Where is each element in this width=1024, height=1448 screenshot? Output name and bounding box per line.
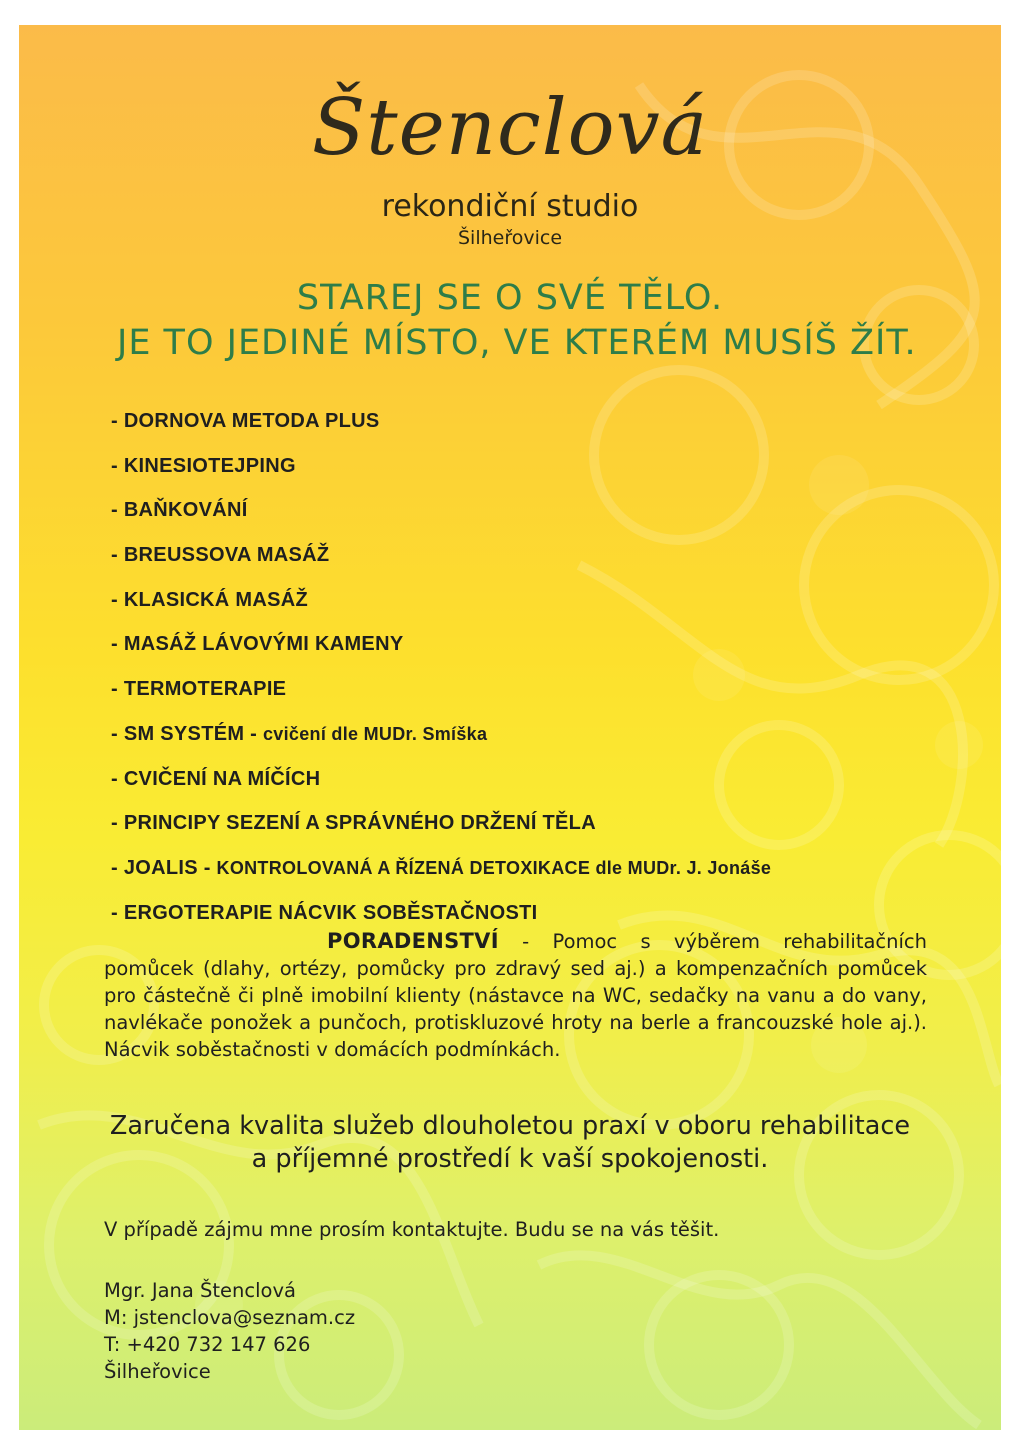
service-item: - ERGOTERAPIE NÁCVIK SOBĚSTAČNOSTI [111,901,538,924]
service-detail: KONTROLOVANÁ A ŘÍZENÁ DETOXIKACE dle MUDr. J. Jonáše [216,857,772,878]
call-to-action: V případě zájmu mne prosím kontaktujte. Budu se na vás těšit. [104,1218,720,1241]
service-item: - DORNOVA METODA PLUS [111,410,380,432]
flyer [19,25,1001,1430]
guarantee-line-2: a příjemné prostředí k vaší spokojenosti. [251,1144,769,1174]
service-item: - JOALIS - KONTROLOVANÁ A ŘÍZENÁ DETOXIKACE dle MUDr. J. Jonáše [111,856,772,879]
advice-text: - Pomoc s výběrem rehabilitačních pomůcek (dlahy, ortézy, pomůcky pro zdravý sed aj.) a kompenzačních pomůcek pro částečně či plně imobilní klienty (nástavce na WC, sedačky na vanu a do vany, navlékače ponožek a punčoch, protiskluzové hroty na berle a francouzské hole aj.). Nácvik soběstačnosti v domácích podmínkách. [104,930,927,1061]
slogan-line-1: STAREJ SE O SVÉ TĚLO. [296,278,724,318]
service-item: - MASÁŽ LÁVOVÝMI KAMENY [111,633,404,656]
service-item: - BREUSSOVA MASÁŽ [111,544,330,567]
service-item: - BAŇKOVÁNÍ [111,499,248,522]
advice-paragraph [104,928,927,1063]
contact-block [104,1277,355,1385]
brand-name: Štenclová [311,83,709,173]
service-item: - KINESIOTEJPING [111,454,296,477]
services-list [111,399,771,935]
slogan-line-2: JE TO JEDINÉ MÍSTO, VE KTERÉM MUSÍŠ ŽÍT. [117,323,917,363]
brand-subtitle: rekondiční studio [381,189,639,224]
contact-email[interactable]: M: jstenclova@seznam.cz [104,1306,356,1329]
service-item: - SM SYSTÉM - cvičení dle MUDr. Smíška [111,722,488,745]
contact-phone[interactable]: T: +420 732 147 626 [104,1333,311,1356]
service-item: - CVIČENÍ NA MÍČÍCH [111,767,321,790]
service-item: - TERMOTERAPIE [111,678,287,701]
service-item: - KLASICKÁ MASÁŽ [111,588,309,611]
service-item: - PRINCIPY SEZENÍ A SPRÁVNÉHO DRŽENÍ TĚLA [111,812,596,835]
advice-heading: PORADENSTVÍ [327,929,499,953]
brand-location: Šilheřovice [457,227,563,249]
service-detail: cvičení dle MUDr. Smíška [262,723,488,744]
contact-town: Šilheřovice [104,1360,211,1383]
guarantee-line-1: Zaručena kvalita služeb dlouholetou praxí v oboru rehabilitace [109,1111,911,1141]
guarantee [19,1110,1001,1176]
contact-name: Mgr. Jana Štenclová [104,1279,296,1302]
